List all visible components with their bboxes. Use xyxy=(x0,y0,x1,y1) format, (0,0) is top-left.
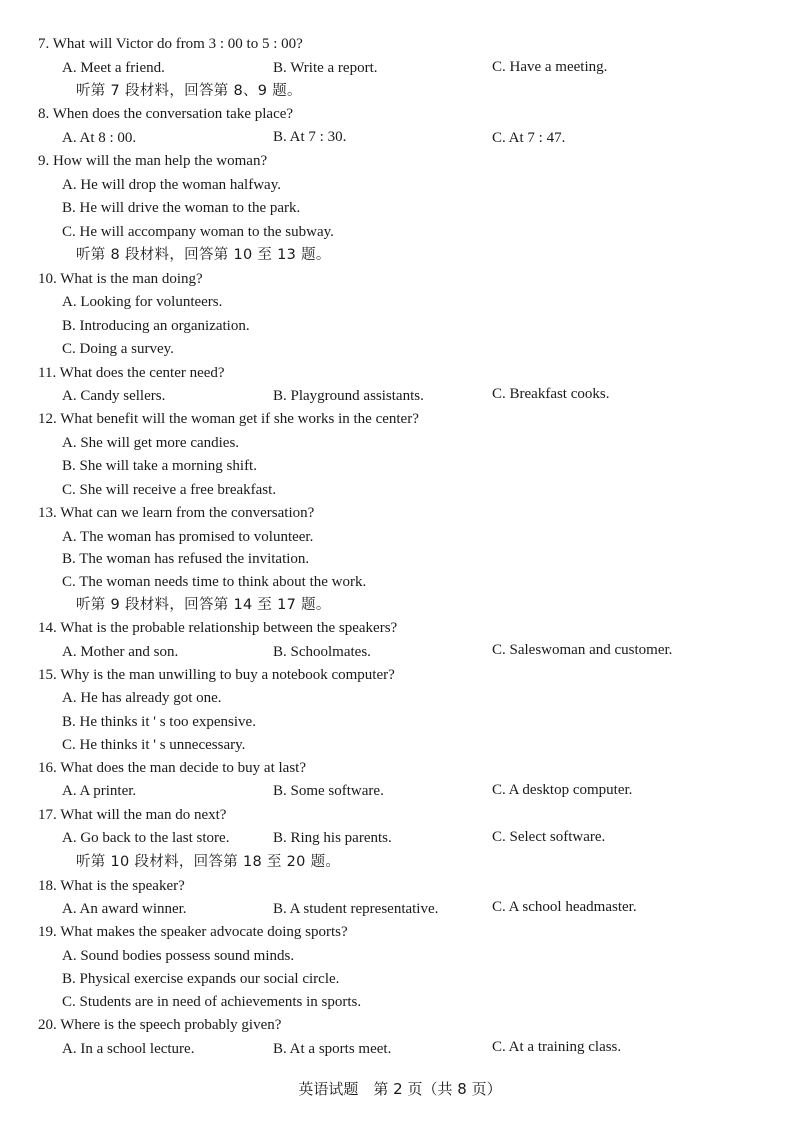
section-8-instruction: 听第 8 段材料，回答第 10 至 13 题。 xyxy=(76,247,331,263)
question-18-option-b: B. A student representative. xyxy=(273,901,439,917)
question-11-option-c: C. Breakfast cooks. xyxy=(492,386,610,402)
question-14-option-c: C. Saleswoman and customer. xyxy=(492,642,673,658)
question-13-stem: 13. What can we learn from the conversation? xyxy=(38,505,315,521)
question-9-option-b: B. He will drive the woman to the park. xyxy=(62,200,301,216)
question-7-option-c: C. Have a meeting. xyxy=(492,59,608,75)
question-18-stem: 18. What is the speaker? xyxy=(38,878,185,894)
question-11-option-b: B. Playground assistants. xyxy=(273,388,424,404)
question-20-option-c: C. At a training class. xyxy=(492,1039,622,1055)
question-7-option-b: B. Write a report. xyxy=(273,60,378,76)
question-18-option-c: C. A school headmaster. xyxy=(492,899,637,915)
question-12-option-b: B. She will take a morning shift. xyxy=(62,458,257,474)
question-19-option-a: A. Sound bodies possess sound minds. xyxy=(62,948,295,964)
question-19-option-c: C. Students are in need of achievements in sports. xyxy=(62,994,362,1010)
question-20-stem: 20. Where is the speech probably given? xyxy=(38,1017,282,1033)
question-8-option-b: B. At 7 : 30. xyxy=(273,129,347,145)
question-13-option-b: B. The woman has refused the invitation. xyxy=(62,551,310,567)
question-10-option-c: C. Doing a survey. xyxy=(62,341,174,357)
question-10-option-b: B. Introducing an organization. xyxy=(62,318,250,334)
question-9-stem: 9. How will the man help the woman? xyxy=(38,153,268,169)
question-10-option-a: A. Looking for volunteers. xyxy=(62,294,223,310)
question-12-option-a: A. She will get more candies. xyxy=(62,435,240,451)
question-19-stem: 19. What makes the speaker advocate doing sports? xyxy=(38,924,348,940)
question-15-option-c: C. He thinks it ' s unnecessary. xyxy=(62,737,246,753)
question-13-option-a: A. The woman has promised to volunteer. xyxy=(62,529,314,545)
question-15-stem: 15. Why is the man unwilling to buy a notebook computer? xyxy=(38,667,395,683)
question-17-option-a: A. Go back to the last store. xyxy=(62,830,230,846)
question-20-option-a: A. In a school lecture. xyxy=(62,1041,195,1057)
question-14-option-a: A. Mother and son. xyxy=(62,644,179,660)
question-16-option-a: A. A printer. xyxy=(62,783,137,799)
question-15-option-b: B. He thinks it ' s too expensive. xyxy=(62,714,256,730)
question-9-option-a: A. He will drop the woman halfway. xyxy=(62,177,281,193)
question-8-stem: 8. When does the conversation take place? xyxy=(38,106,294,122)
question-16-stem: 16. What does the man decide to buy at last? xyxy=(38,760,306,776)
question-17-option-b: B. Ring his parents. xyxy=(273,830,392,846)
question-15-option-a: A. He has already got one. xyxy=(62,690,222,706)
question-19-option-b: B. Physical exercise expands our social circle. xyxy=(62,971,340,987)
question-7-option-a: A. Meet a friend. xyxy=(62,60,165,76)
question-12-option-c: C. She will receive a free breakfast. xyxy=(62,482,277,498)
question-11-option-a: A. Candy sellers. xyxy=(62,388,166,404)
question-12-stem: 12. What benefit will the woman get if she works in the center? xyxy=(38,411,419,427)
question-18-option-a: A. An award winner. xyxy=(62,901,187,917)
question-17-stem: 17. What will the man do next? xyxy=(38,807,227,823)
question-14-option-b: B. Schoolmates. xyxy=(273,644,371,660)
question-10-stem: 10. What is the man doing? xyxy=(38,271,203,287)
section-9-instruction: 听第 9 段材料，回答第 14 至 17 题。 xyxy=(76,597,331,613)
page-footer: 英语试题 第 2 页（共 8 页） xyxy=(298,1080,502,1098)
question-13-option-c: C. The woman needs time to think about the work. xyxy=(62,574,367,590)
question-14-stem: 14. What is the probable relationship between the speakers? xyxy=(38,620,398,636)
question-9-option-c: C. He will accompany woman to the subway. xyxy=(62,224,334,240)
section-10-instruction: 听第 10 段材料，回答第 18 至 20 题。 xyxy=(76,854,341,870)
question-16-option-b: B. Some software. xyxy=(273,783,384,799)
section-7-instruction: 听第 7 段材料，回答第 8、9 题。 xyxy=(76,83,302,99)
question-7-stem: 7. What will Victor do from 3 : 00 to 5 : 00? xyxy=(38,36,303,52)
question-8-option-c: C. At 7 : 47. xyxy=(492,130,566,146)
question-17-option-c: C. Select software. xyxy=(492,829,606,845)
question-8-option-a: A. At 8 : 00. xyxy=(62,130,137,146)
question-16-option-c: C. A desktop computer. xyxy=(492,782,633,798)
question-11-stem: 11. What does the center need? xyxy=(38,365,225,381)
question-20-option-b: B. At a sports meet. xyxy=(273,1041,392,1057)
